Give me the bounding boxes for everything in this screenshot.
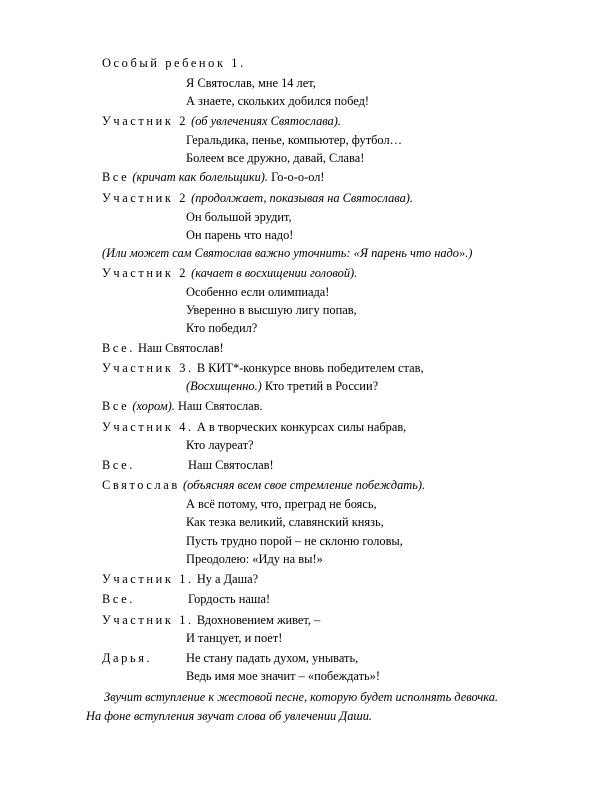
speaker-label: Участник 3.	[102, 361, 194, 375]
stage-direction: На фоне вступления звучат слова об увлечении Даши.	[86, 709, 373, 723]
verse-line: Как тезка великий, славянский князь,	[186, 515, 384, 529]
verse-line: Уверенно в высшую лигу попав,	[186, 303, 357, 317]
speaker-label: Участник 2	[102, 266, 188, 280]
speaker-label: Все.	[102, 458, 135, 472]
line-text: Кто третий в России?	[264, 379, 379, 393]
speaker-label: Все.	[102, 341, 135, 355]
speaker-label: Святослав	[102, 478, 180, 492]
line-text: В КИТ*-конкурсе вновь победителем став,	[196, 361, 424, 375]
stage-note: (продолжает, показывая на Святослава).	[191, 191, 413, 205]
speaker-label: Особый ребенок 1.	[102, 56, 246, 70]
verse-line: И танцует, и поет!	[186, 631, 283, 645]
verse-line: А всё потому, что, преград не боясь,	[186, 497, 377, 511]
line-text: Гордость наша!	[188, 592, 271, 606]
stage-note: (хором).	[132, 399, 175, 413]
dialogue-line	[102, 340, 224, 356]
speaker-label: Все	[102, 399, 130, 413]
stage-direction: Звучит вступление к жестовой песне, которую будет исполнять девочка.	[104, 690, 499, 704]
verse-line: Болеем все дружно, давай, Слава!	[186, 151, 365, 165]
line-text: Не стану падать духом, унывать,	[186, 651, 359, 665]
speaker-label: Участник 4.	[102, 420, 194, 434]
dialogue-line	[102, 419, 406, 435]
dialogue-line	[102, 169, 325, 185]
verse-line: Я Святослав, мне 14 лет,	[186, 76, 316, 90]
verse-line: Он парень что надо!	[186, 228, 294, 242]
verse-line: Особенно если олимпиада!	[186, 285, 330, 299]
speaker-label: Участник 1.	[102, 572, 194, 586]
verse-line: А знаете, скольких добился побед!	[186, 94, 370, 108]
dialogue-line	[102, 571, 258, 587]
verse-line: Ведь имя мое значит – «побеждать»!	[186, 669, 380, 683]
line-text: А в творческих конкурсах силы набрав,	[196, 420, 407, 434]
dialogue-line	[102, 265, 357, 281]
stage-note: (кричат как болельщики).	[132, 170, 269, 184]
stage-note: (Или может сам Святослав важно уточнить: «Я парень что надо».)	[102, 246, 473, 260]
speaker-label: Участник 2	[102, 114, 188, 128]
verse-line: Кто победил?	[186, 321, 258, 335]
verse-line: Кто лауреат?	[186, 438, 254, 452]
speaker-label: Участник 1.	[102, 613, 194, 627]
dialogue-line	[102, 190, 413, 206]
verse-line: Геральдика, пенье, компьютер, футбол…	[186, 133, 403, 147]
line-text: Наш Святослав!	[138, 341, 224, 355]
dialogue-line	[102, 477, 425, 493]
dialogue-line	[102, 398, 263, 414]
verse-line: Преодолею: «Иду на вы!»	[186, 552, 323, 566]
speaker-label: Участник 2	[102, 191, 188, 205]
line-text: Вдохновением живет, –	[196, 613, 321, 627]
stage-note: (объясняя всем свое стремление побеждать).	[182, 478, 426, 492]
line-text: Наш Святослав.	[178, 399, 263, 413]
stage-note: (об увлечениях Святослава).	[191, 114, 341, 128]
dialogue-line	[102, 113, 341, 129]
dialogue-line	[102, 360, 424, 376]
line-text: Наш Святослав!	[188, 458, 274, 472]
stage-note: (качает в восхищении головой).	[191, 266, 358, 280]
line-text: Го-о-о-ол!	[271, 170, 325, 184]
speaker-label: Все	[102, 170, 130, 184]
verse-line: Пусть трудно порой – не склоню головы,	[186, 534, 403, 548]
line-text: Ну а Даша?	[196, 572, 259, 586]
verse-line: Он большой эрудит,	[186, 210, 292, 224]
dialogue-line	[102, 612, 320, 628]
verse-line	[186, 378, 378, 394]
speaker-label: Все.	[102, 592, 135, 606]
stage-note: (Восхищенно.)	[186, 379, 262, 393]
speaker-label: Дарья.	[102, 651, 153, 665]
